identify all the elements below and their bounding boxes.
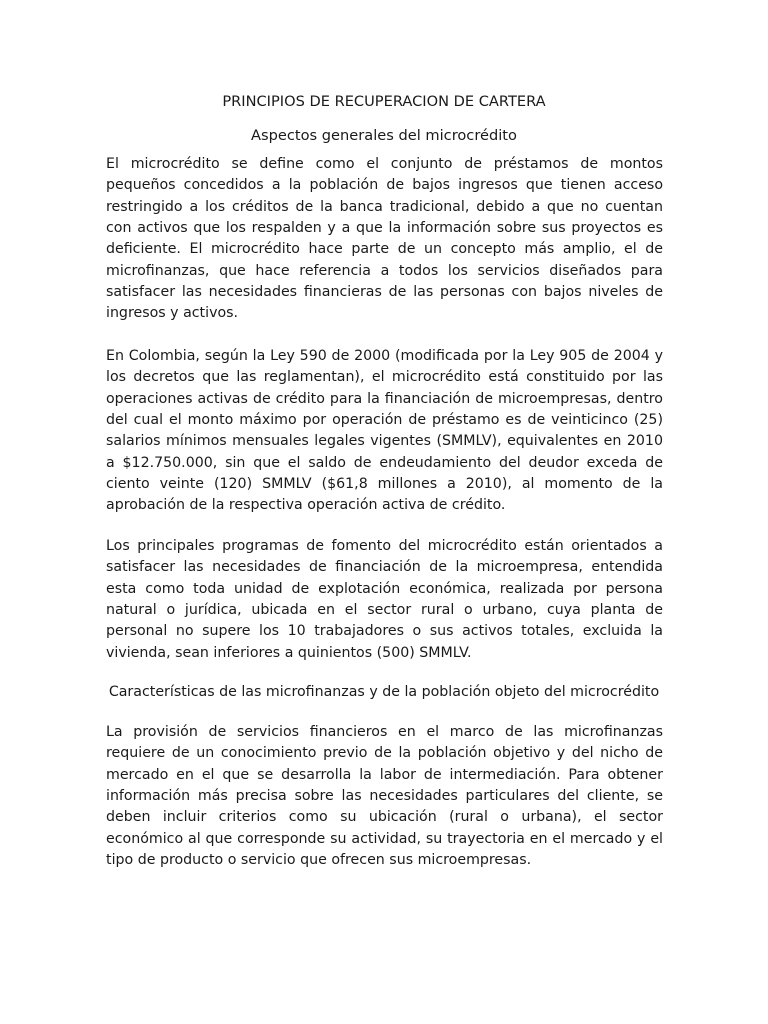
paragraph-definicion: El microcrédito se define como el conjunto de préstamos de montos pequeños concedidos a la población de bajos ingresos que tienen acceso restringido a los créditos de la banca tradicional, debido a que no cuentan con activos que los respalden y a que la información sobre sus proyectos es deficiente. El microcrédito hace parte de un concepto más amplio, el de microfinanzas, que hace referencia a todos los servicios diseñados para satisfacer las necesidades financieras de las personas con bajos niveles de ingresos y activos.: [106, 156, 663, 322]
paragraph-colombia: En Colombia, según la Ley 590 de 2000 (modificada por la Ley 905 de 2004 y los decretos que las reglamentan), el microcrédito está constituido por las operaciones activas de crédito para la financiación de microempresas, dentro del cual el monto máximo por operación de préstamo es de veinticinco (25) salarios mínimos mensuales legales vigentes (SMMLV), equivalentes en 2010 a $12.750.000, sin que el saldo de endeudamiento del deudor exceda de ciento veinte (120) SMMLV ($61,8 millones a 2010), al momento de la aprobación de la respectiva operación activa de crédito.: [106, 348, 663, 514]
paragraph-programas: Los principales programas de fomento del microcrédito están orientados a satisfacer las necesidades de financiación de la microempresa, entendida esta como toda unidad de explotación económica, realizada por persona natural o jurídica, ubicada en el sector rural o urbano, cuya planta de personal no supere los 10 trabajadores o sus activos totales, excluida la vivienda, sean inferiores a quinientos (500) SMMLV.: [106, 538, 663, 661]
paragraph-provision: La provisión de servicios financieros en el marco de las microfinanzas requiere de un conocimiento previo de la población objetivo y del nicho de mercado en el que se desarrolla la labor de intermediación. Para obtener información más precisa sobre las necesidades particulares del cliente, se deben incluir criterios como su ubicación (rural o urbana), el sector económico al que corresponde su actividad, su trayectoria en el mercado y el tipo de producto o servicio que ofrecen sus microempresas.: [106, 724, 663, 869]
section-heading-caracteristicas: Características de las microfinanzas y de la población objeto del microcrédito: [108, 684, 660, 700]
document-title: PRINCIPIOS DE RECUPERACION DE CARTERA: [222, 93, 546, 110]
section-heading-aspectos: Aspectos generales del microcrédito: [251, 127, 517, 144]
